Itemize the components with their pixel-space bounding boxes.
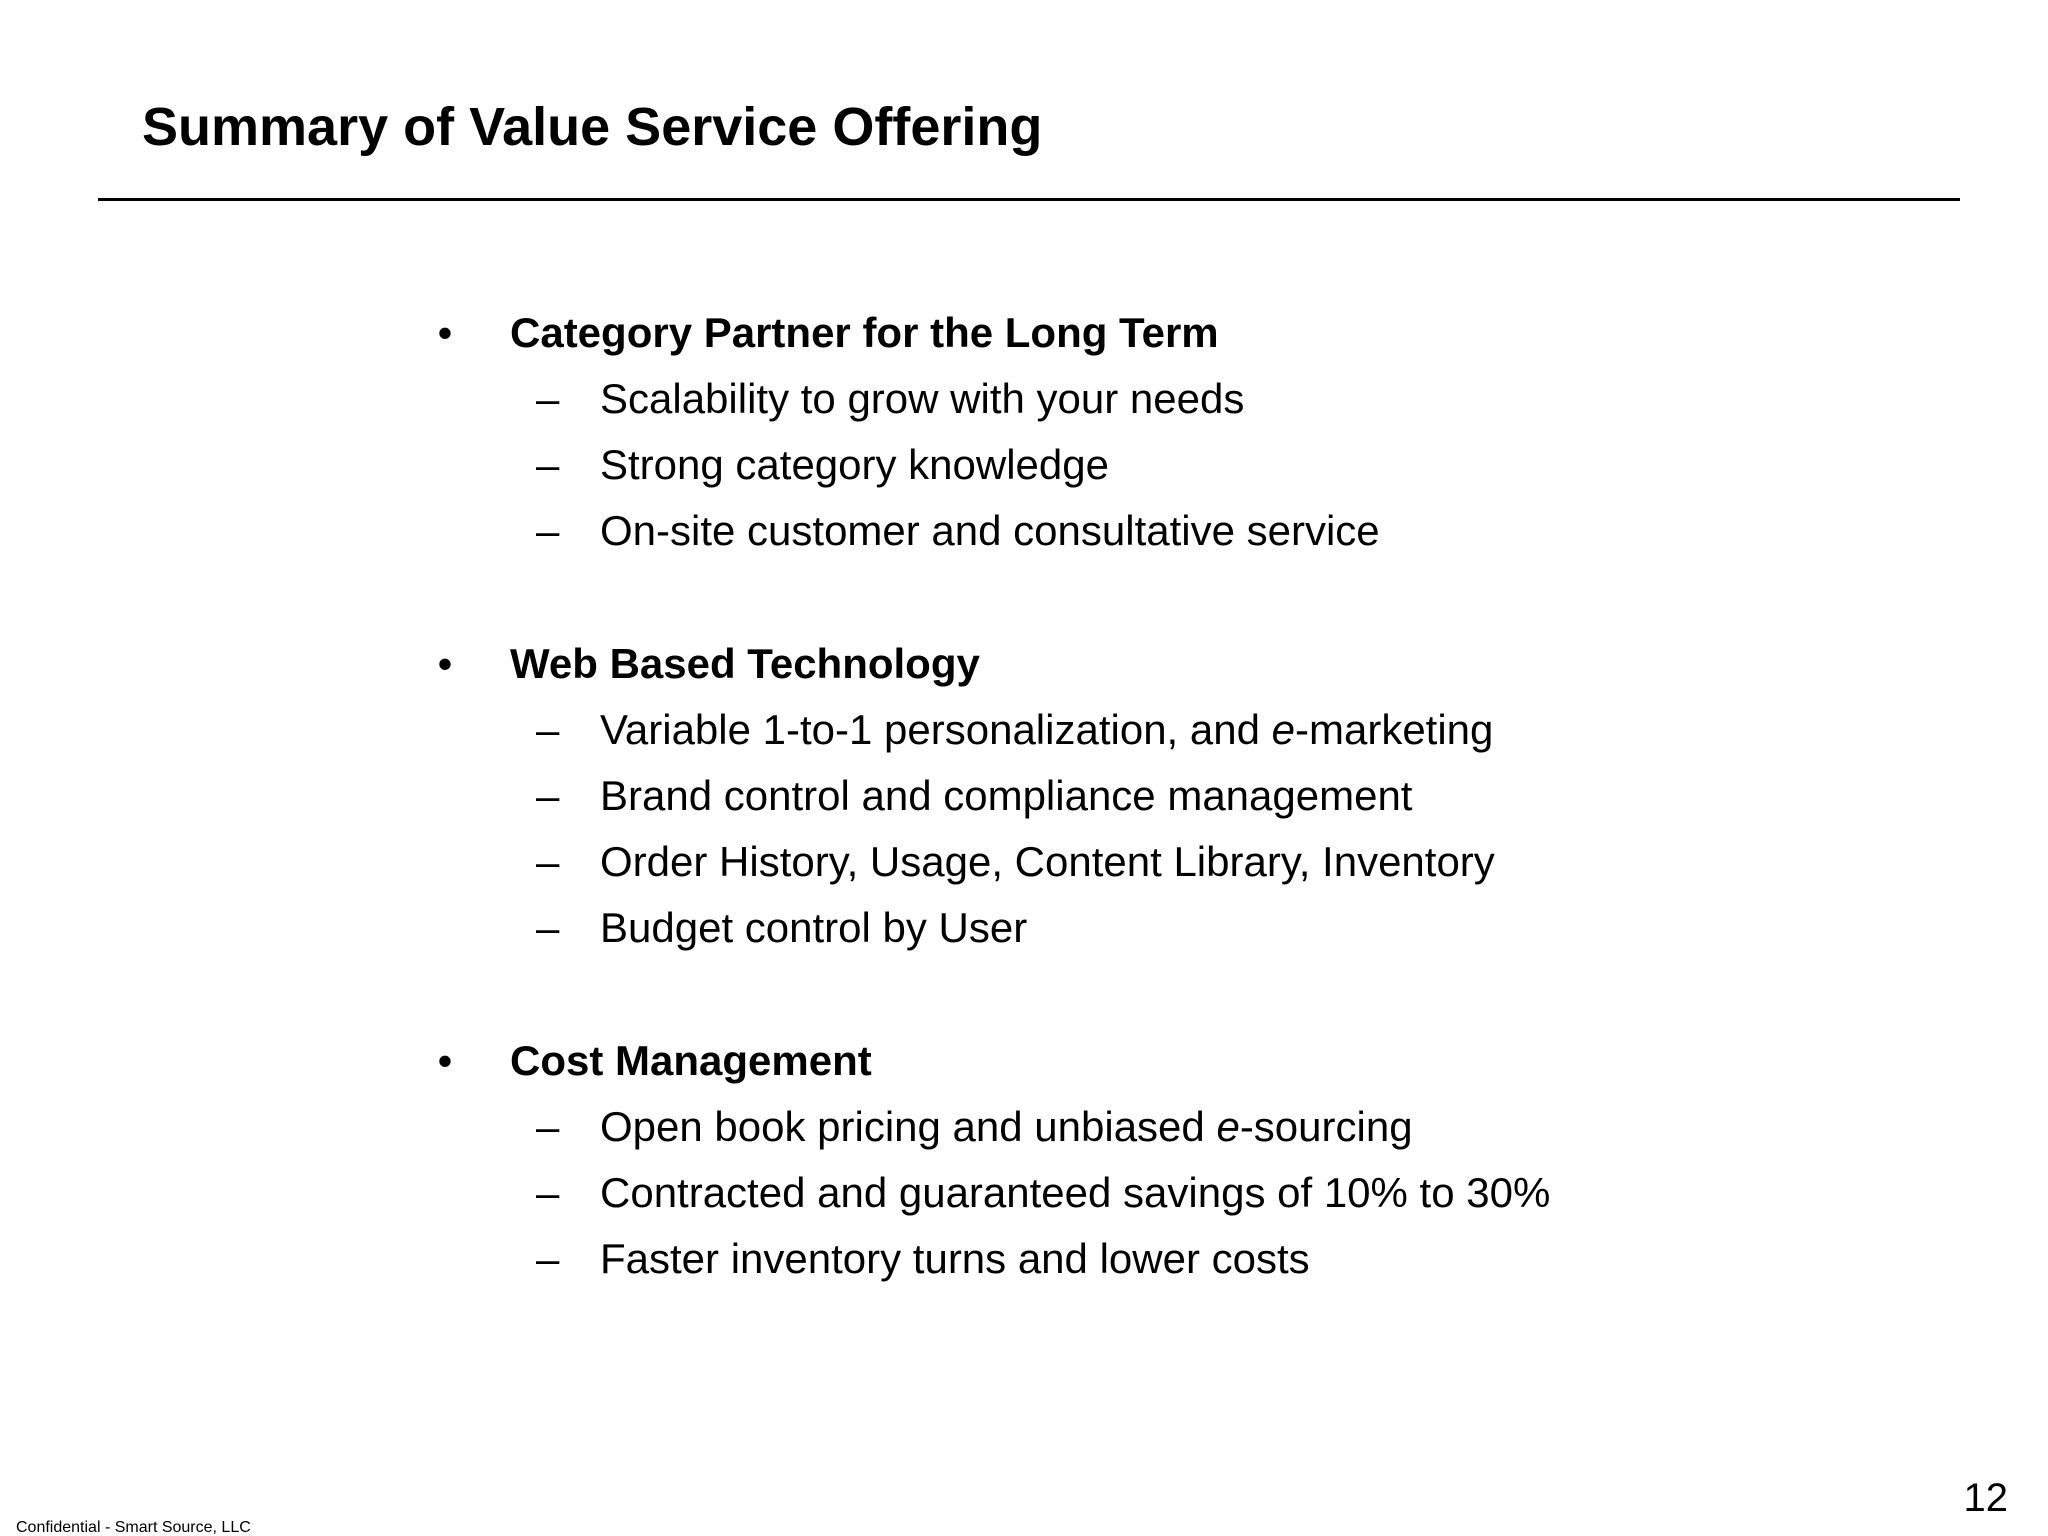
emphasis-letter: e [1271,706,1295,753]
sub-bullet [430,1160,1830,1226]
section-heading-row [430,631,1830,697]
title-divider [98,198,1960,201]
text-part: -marketing [1295,706,1494,753]
sub-bullet [430,1226,1830,1292]
sub-bullet [430,697,1830,763]
text-part: Open book pricing and unbiased [600,1103,1217,1150]
bullet-icon: • [437,640,453,687]
bullet-list [430,300,1830,1292]
sub-bullet [430,829,1830,895]
section-heading: Web Based Technology [510,640,980,687]
dash-icon: – [536,441,560,488]
bullet-icon: • [437,1037,453,1084]
dash-icon: – [536,838,560,885]
text-part: Variable 1-to-1 personalization, and [600,706,1272,753]
sub-bullet-text: Brand control and compliance management [600,772,1413,819]
sub-bullet [430,763,1830,829]
sub-bullet [430,1094,1830,1160]
section-category-partner [430,300,1830,564]
dash-icon: – [536,904,560,951]
dash-icon: – [536,1235,560,1282]
sub-bullet [430,498,1830,564]
slide-title: Summary of Value Service Offering [142,97,1043,157]
dash-icon: – [536,375,560,422]
sub-bullet [430,366,1830,432]
dash-icon: – [536,706,560,753]
sub-bullet-text [600,1094,1413,1160]
section-heading: Cost Management [510,1037,872,1084]
sub-bullet-text: Faster inventory turns and lower costs [600,1235,1310,1282]
confidential-footer: Confidential - Smart Source, LLC [16,1519,251,1536]
dash-icon: – [536,507,560,554]
section-web-technology [430,631,1830,961]
sub-bullet-text: Order History, Usage, Content Library, Inventory [600,838,1495,885]
page-number: 12 [1963,1476,2008,1520]
bullet-icon: • [437,309,453,356]
text-part: -sourcing [1239,1103,1413,1150]
emphasis-letter: e [1216,1103,1240,1150]
dash-icon: – [536,1169,560,1216]
dash-icon: – [536,1103,560,1150]
section-heading-row [430,300,1830,366]
section-cost-management [430,1028,1830,1292]
sub-bullet [430,895,1830,961]
sub-bullet-text: Scalability to grow with your needs [600,375,1245,422]
section-heading-row [430,1028,1830,1094]
section-heading: Category Partner for the Long Term [510,309,1219,356]
sub-bullet-text: Strong category knowledge [600,441,1109,488]
sub-bullet [430,432,1830,498]
sub-bullet-text [600,697,1493,763]
sub-bullet-text: Budget control by User [600,904,1028,951]
dash-icon: – [536,772,560,819]
sub-bullet-text: Contracted and guaranteed savings of 10% to 30% [600,1169,1551,1216]
sub-bullet-text: On-site customer and consultative service [600,507,1380,554]
